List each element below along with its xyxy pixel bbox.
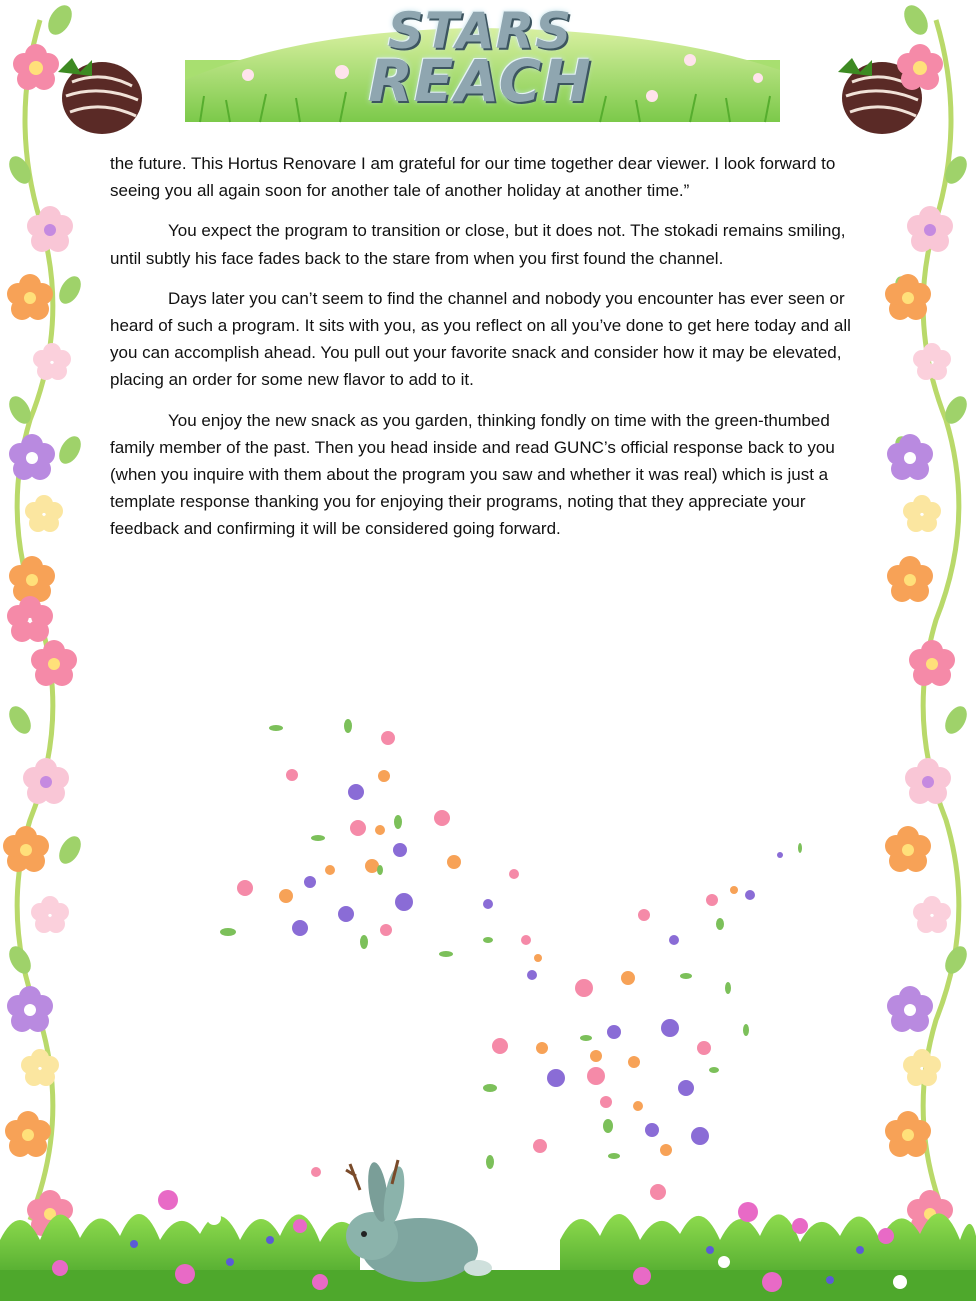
- border-flowers-right: [885, 44, 955, 1236]
- story-text: [110, 150, 862, 556]
- strawberry-left: [58, 58, 142, 134]
- scattered-petals: [220, 719, 802, 1200]
- logo-line-1: STARS: [387, 2, 573, 60]
- stars-reach-logo: [330, 2, 630, 115]
- paragraph-1: the future. This Hortus Renovare I am grateful for our time together dear viewer. I look forward to seeing you all again soon for another tale of another holiday at another time.”: [110, 154, 836, 201]
- grass-border: [0, 1190, 976, 1301]
- vine-right: [923, 20, 959, 1220]
- rabbit-illustration: [346, 1160, 492, 1282]
- border-flowers-left: [3, 44, 77, 1236]
- paragraph-4: You enjoy the new snack as you garden, thinking fondly on time with the green-thumbed family member of the past. Then you head inside and read GUNC’s official response back to you (when you inquire with them about the program you saw and whether it was real) which is just a template response thanking you for enjoying their programs, noting that they appreciate your feedback and confirming it will be considered going forward.: [110, 410, 835, 539]
- logo-line-2: REACH: [368, 47, 592, 115]
- paragraph-3: Days later you can’t seem to find the channel and nobody you encounter has ever seen or heard of such a program. It sits with you, as you reflect on all you’ve done to get here today and all you can accomplish ahead. You pull out your favorite snack and consider how it may be elevated, placing an order for some new flavor to add to it.: [110, 288, 851, 390]
- paragraph-2: You expect the program to transition or close, but it does not. The stokadi remains smiling, until subtly his face fades back to the stare from when you first found the channel.: [110, 221, 846, 268]
